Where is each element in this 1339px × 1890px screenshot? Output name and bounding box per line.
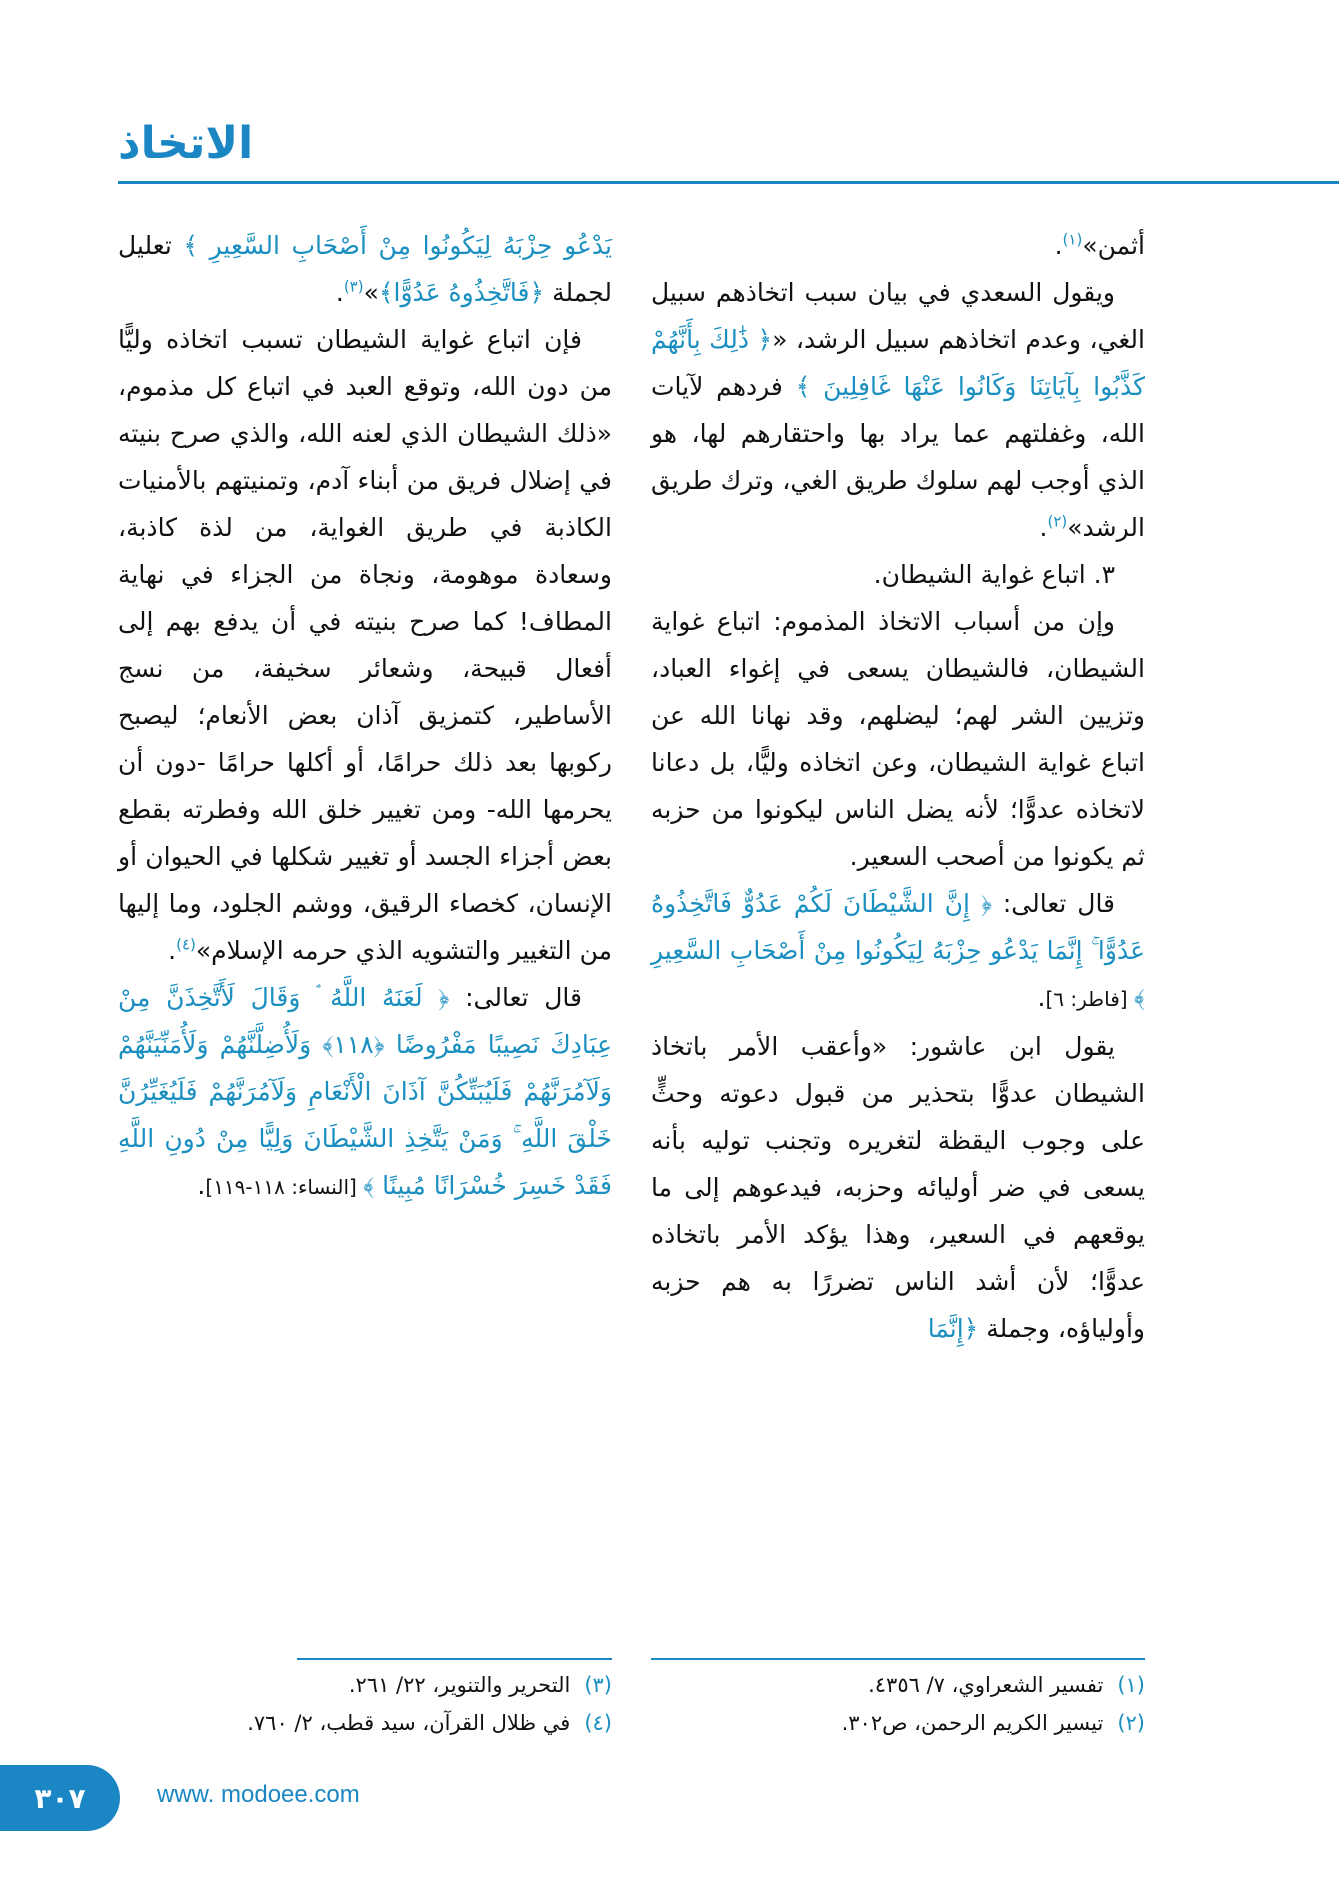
footnote: (١)تفسير الشعراوي، ٧/ ٤٣٥٦. [868,1673,1145,1697]
paragraph [651,1023,1145,1352]
footnotes-left [118,1648,612,1742]
body-text: فردهم لآيات الله، وغفلتهم عما يراد بها واحتقارهم لها، هو الذي أوجب لهم سلوك طريق الغي، وترك طريق الرشد» [651,372,1145,542]
paragraph [118,974,612,1211]
paragraph [651,598,1145,880]
page-number: ٣٠٧ [0,1765,120,1831]
footnote-ref: (٣) [343,277,364,296]
right-column-box [651,222,1145,1742]
left-column [118,222,612,1211]
verse-reference: [النساء: ١١٨-١١٩] [205,1175,364,1199]
body-text: . [335,278,344,307]
website-link[interactable]: www. modoee.com [157,1781,360,1808]
left-column-box [118,222,612,1742]
paragraph [651,269,1145,551]
verse-reference: [فاطر: ٦] [1045,987,1134,1011]
body-text: تعليل لجملة [118,231,612,307]
footnote-separator-right [651,1658,1145,1660]
footnote-ref: (٢) [1047,512,1068,531]
paragraph [651,551,1145,598]
paragraph [118,316,612,974]
footnote-ref: (٤) [176,935,196,954]
body-text: أثمن» [1082,231,1145,260]
body-text: قال تعالى: [991,889,1116,918]
footnote: (٤)في ظلال القرآن، سيد قطب، ٢/ ٧٦٠. [247,1711,612,1735]
footnote: (٢)تيسير الكريم الرحمن، ص٣٠٢. [841,1711,1145,1735]
body-text: يقول ابن عاشور: «وأعقب الأمر باتخاذ الشيطان عدوًّا بتحذير من قبول دعوته وحثٍّ على وجوب اليقظة لتغريره وتجنب توليه بأنه يسعى في ضر أوليائه وحزبه، فيدعوهم إلى ما يوقعهم في السعير، وهذا يؤكد الأمر باتخاذه عدوًّا؛ لأن أشد الناس تضررًا به هم حزبه وأولياؤه، وجملة [651,1032,1145,1343]
body-text: . [1039,513,1048,542]
header-divider [118,181,1339,184]
quran-verse: ﴿إِنَّمَا [927,1314,979,1343]
quran-verse: ﴿ ذَٰلِكَ بِأَنَّهُمْ كَذَّبُوا بِآيَاتِنَا وَكَانُوا عَنْهَا غَافِلِينَ ﴾ [651,325,1145,401]
body-text: وإن من أسباب الاتخاذ المذموم: اتباع غواية الشيطان، فالشيطان يسعى في إغواء العباد، وتزيين الشر لهم؛ ليضلهم، وقد نهانا الله عن اتباع غواية الشيطان، وعن اتخاذه وليًّا، بل دعانا لاتخاذه عدوًّا؛ لأنه يضل الناس ليكونوا من حزبه ثم يكونوا من أصحب السعير. [651,607,1145,871]
paragraph [651,222,1145,269]
body-text: ٣. اتباع غواية الشيطان. [873,560,1115,589]
body-text: قال تعالى: [449,983,582,1012]
body-text: . [1037,983,1046,1012]
quran-verse: ﴿ إِنَّ الشَّيْطَانَ لَكُمْ عَدُوٌّ فَاتَّخِذُوهُ عَدُوًّا ۚ إِنَّمَا يَدْعُو حِزْبَهُ لِيَكُونُوا مِنْ أَصْحَابِ السَّعِيرِ ﴾ [651,889,1145,1012]
footnote: (٣)التحرير والتنوير، ٢٢/ ٢٦١. [348,1673,612,1697]
body-text: . [197,1171,206,1200]
body-text: ويقول السعدي في بيان سبب اتخاذهم سبيل الغي، وعدم اتخاذهم سبيل الرشد، « [651,278,1145,354]
paragraph [118,222,612,316]
chapter-title: الاتخاذ [118,118,254,169]
body-text: فإن اتباع غواية الشيطان تسبب اتخاذه وليًّا من دون الله، وتوقع العبد في اتباع كل مذموم، «ذلك الشيطان الذي لعنه الله، والذي صرح بنيته في إضلال فريق من أبناء آدم، وتمنيتهم بالأمنيات الكاذبة في طريق الغواية، من لذة كاذبة، وسعادة موهومة، ونجاة من الجزاء في نهاية المطاف! كما صرح بنيته في أن يدفع بهم إلى أفعال قبيحة، وشعائر سخيفة، من نسج الأساطير، كتمزيق آذان بعض الأنعام؛ ليصبح ركوبها بعد ذلك حرامًا، أو أكلها حرامًا -دون أن يحرمها الله- ومن تغيير خلق الله وفطرته بقطع بعض أجزاء الجسد أو تغيير شكلها في الحيوان أو الإنسان، كخصاء الرقيق، ووشم الجلود، وما إليها من التغيير والتشويه الذي حرمه الإسلام» [118,325,612,965]
quran-verse: يَدْعُو حِزْبَهُ لِيَكُونُوا مِنْ أَصْحَابِ السَّعِيرِ ﴾ [183,231,613,260]
paragraph [651,880,1145,1023]
quran-verse: ﴿فَاتَّخِذُوهُ عَدُوًّا﴾ [378,278,545,307]
body-text: . [168,936,177,965]
footnote-ref: (١) [1062,230,1083,249]
body-text: . [1054,231,1063,260]
footnote-separator-left [297,1658,612,1660]
right-column [651,222,1145,1352]
footnotes-right [651,1648,1145,1742]
body-text: » [363,278,379,307]
quran-verse: ﴿ لَعَنَهُ اللَّهُ ۘ وَقَالَ لَأَتَّخِذَنَّ مِنْ عِبَادِكَ نَصِيبًا مَفْرُوضًا ﴿١١٨﴾ وَلَأُضِلَّنَّهُمْ وَلَأُمَنِّيَنَّهُمْ وَلَآمُرَنَّهُمْ فَلَيُبَتِّكُنَّ آذَانَ الْأَنْعَامِ وَلَآمُرَنَّهُمْ فَلَيُغَيِّرُنَّ خَلْقَ اللَّهِ ۚ وَمَنْ يَتَّخِذِ الشَّيْطَانَ وَلِيًّا مِنْ دُونِ اللَّهِ فَقَدْ خَسِرَ خُسْرَانًا مُبِينًا ﴾ [118,983,613,1200]
